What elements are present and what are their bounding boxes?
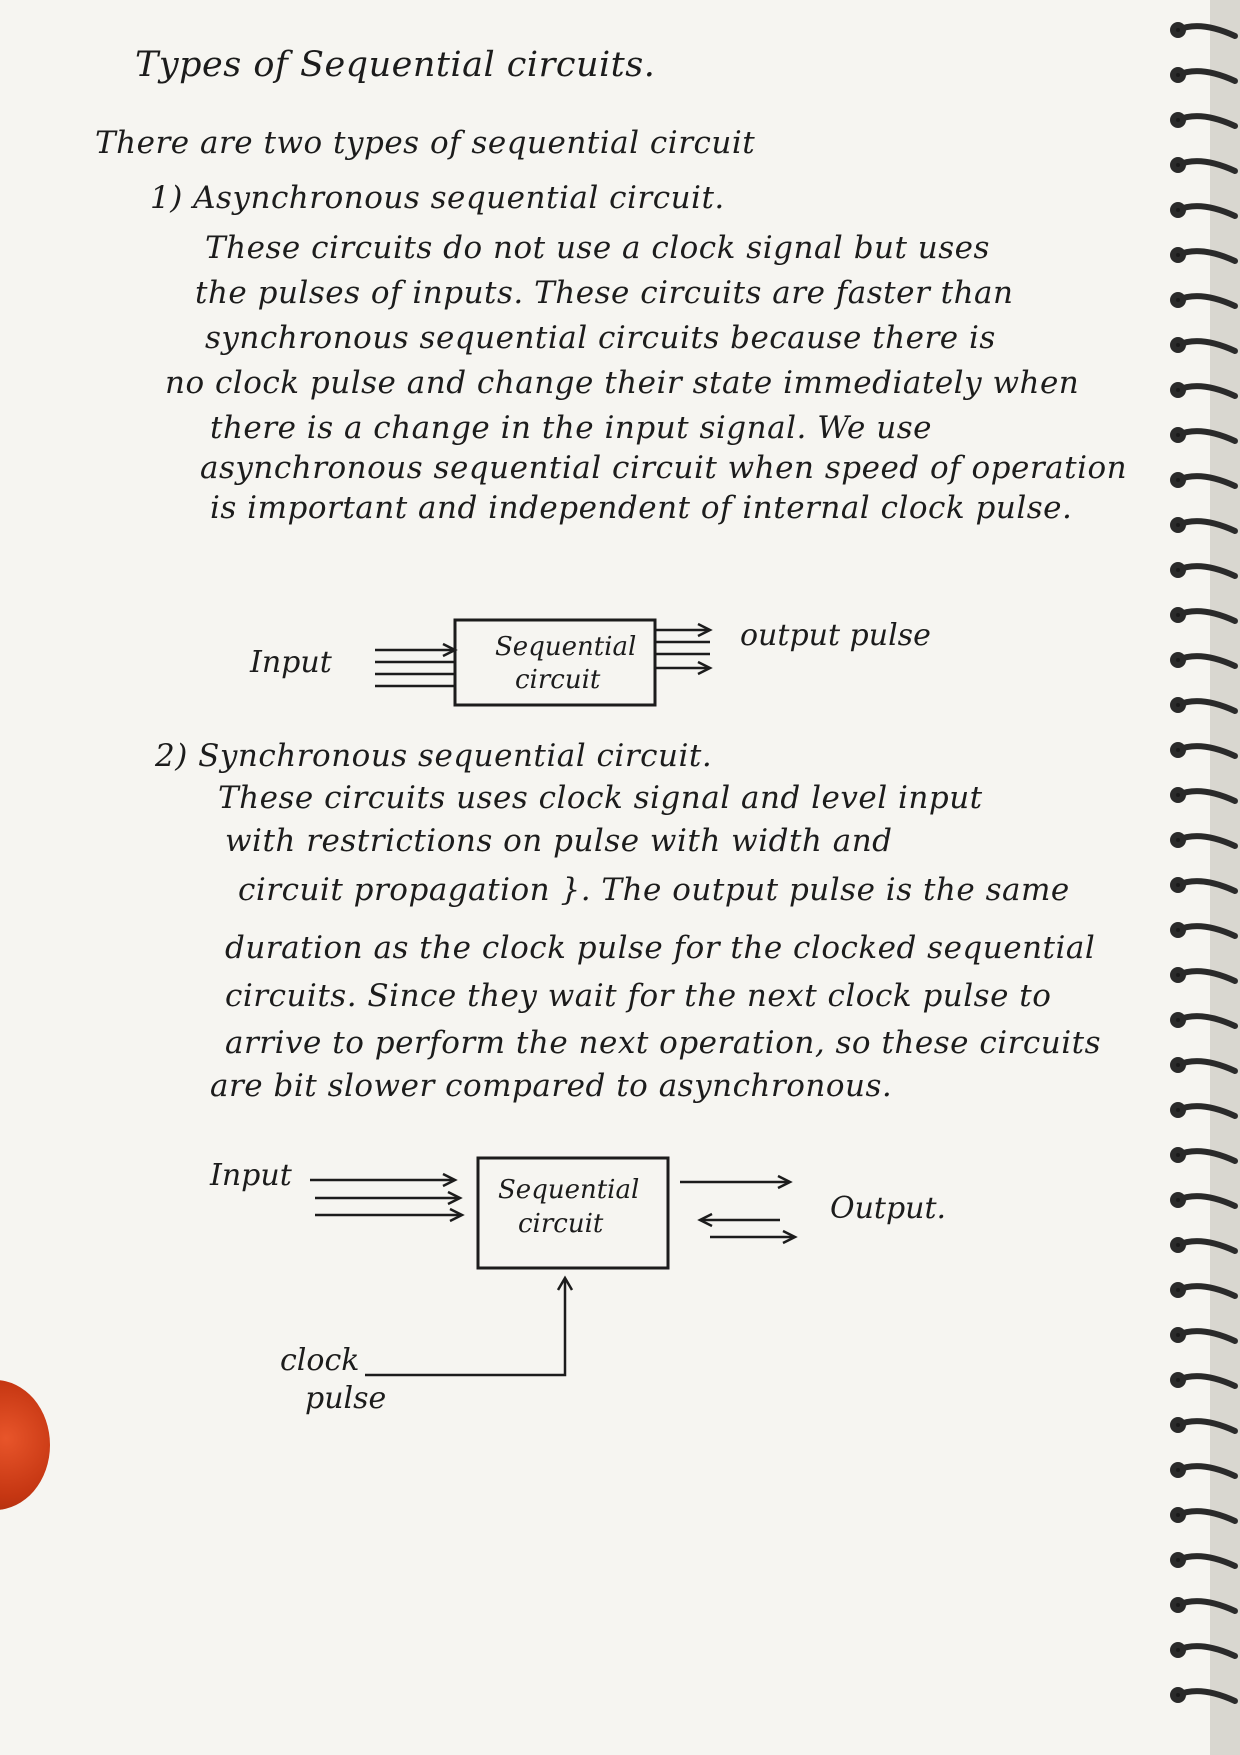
diagram2-output-arrows: [680, 1176, 795, 1243]
spiral-hole: [1173, 1510, 1183, 1520]
spiral-hole: [1173, 25, 1183, 35]
spiral-hole: [1173, 1645, 1183, 1655]
spiral-hole: [1173, 1105, 1183, 1115]
spiral-hole: [1173, 205, 1183, 215]
section2-line: are bit slower compared to asynchronous.: [210, 1068, 893, 1104]
diagram2-clock-arrow: [365, 1278, 572, 1375]
section2-line: arrive to perform the next operation, so these circuits: [225, 1025, 1102, 1061]
section1-line: the pulses of inputs. These circuits are faster than: [195, 275, 1014, 311]
spiral-hole: [1173, 70, 1183, 80]
section2-line: duration as the clock pulse for the clocked sequential: [225, 930, 1096, 966]
spiral-hole: [1173, 385, 1183, 395]
spiral-hole: [1173, 250, 1183, 260]
spiral-hole: [1173, 880, 1183, 890]
spiral-hole: [1173, 1195, 1183, 1205]
spiral-hole: [1173, 565, 1183, 575]
spiral-hole: [1173, 1150, 1183, 1160]
spiral-hole: [1173, 1420, 1183, 1430]
spiral-hole: [1173, 790, 1183, 800]
spiral-hole: [1173, 1285, 1183, 1295]
diagram1-box-line1: Sequential: [495, 632, 637, 662]
spiral-hole: [1173, 430, 1183, 440]
spiral-hole: [1173, 1375, 1183, 1385]
section1-line: there is a change in the input signal. We use: [210, 410, 932, 446]
diagram2-box-line2: circuit: [518, 1209, 604, 1239]
section2-line: circuits. Since they wait for the next clock pulse to: [225, 978, 1052, 1014]
section1-line: asynchronous sequential circuit when speed of operation: [200, 450, 1128, 486]
spiral-hole: [1173, 115, 1183, 125]
spiral-hole: [1173, 655, 1183, 665]
spiral-hole: [1173, 700, 1183, 710]
section1-line: These circuits do not use a clock signal but uses: [205, 230, 990, 266]
diagram1-output-arrows: [655, 624, 710, 674]
spiral-hole: [1173, 340, 1183, 350]
diagram1-box-line2: circuit: [515, 665, 601, 695]
spiral-hole: [1173, 1465, 1183, 1475]
section2-heading: 2) Synchronous sequential circuit.: [155, 738, 713, 774]
section1-line: is important and independent of internal clock pulse.: [210, 490, 1073, 526]
spiral-hole: [1173, 925, 1183, 935]
spiral-hole: [1173, 610, 1183, 620]
diagram2-box-line1: Sequential: [498, 1175, 640, 1205]
diagram2-clock-line2: pulse: [305, 1381, 387, 1416]
spiral-binding: [1170, 0, 1240, 1755]
diagram1-input-arrows: [375, 644, 455, 686]
section1-line: synchronous sequential circuits because there is: [205, 320, 996, 356]
spiral-hole: [1173, 1240, 1183, 1250]
page-title: Types of Sequential circuits.: [135, 45, 656, 85]
section2-line: These circuits uses clock signal and level input: [218, 780, 983, 816]
section1-line: no clock pulse and change their state immediately when: [165, 365, 1080, 401]
red-object-decoration: [0, 1380, 50, 1510]
diagram1-output-label: output pulse: [740, 618, 931, 653]
spiral-hole: [1173, 1600, 1183, 1610]
spiral-hole: [1173, 835, 1183, 845]
spiral-hole: [1173, 1555, 1183, 1565]
diagram1-input-label: Input: [250, 645, 332, 680]
spiral-hole: [1173, 745, 1183, 755]
diagram2-input-arrows: [310, 1174, 462, 1221]
spiral-hole: [1173, 160, 1183, 170]
spiral-hole: [1173, 1015, 1183, 1025]
spiral-hole: [1173, 475, 1183, 485]
spiral-hole: [1173, 295, 1183, 305]
async-circuit-diagram: [230, 600, 1010, 710]
section1-heading: 1) Asynchronous sequential circuit.: [150, 180, 725, 216]
diagram2-input-label: Input: [210, 1158, 292, 1193]
spiral-hole: [1173, 1690, 1183, 1700]
spiral-hole: [1173, 970, 1183, 980]
diagram2-output-label: Output.: [830, 1191, 947, 1226]
diagram2-clock-line1: clock: [280, 1343, 360, 1378]
intro-line: There are two types of sequential circuit: [95, 125, 756, 161]
spiral-hole: [1173, 1330, 1183, 1340]
sync-circuit-diagram: [200, 1140, 1000, 1440]
section2-line: circuit propagation }. The output pulse is the same: [238, 872, 1070, 908]
spiral-hole: [1173, 520, 1183, 530]
spiral-hole: [1173, 1060, 1183, 1070]
section2-line: with restrictions on pulse with width and: [225, 823, 893, 859]
